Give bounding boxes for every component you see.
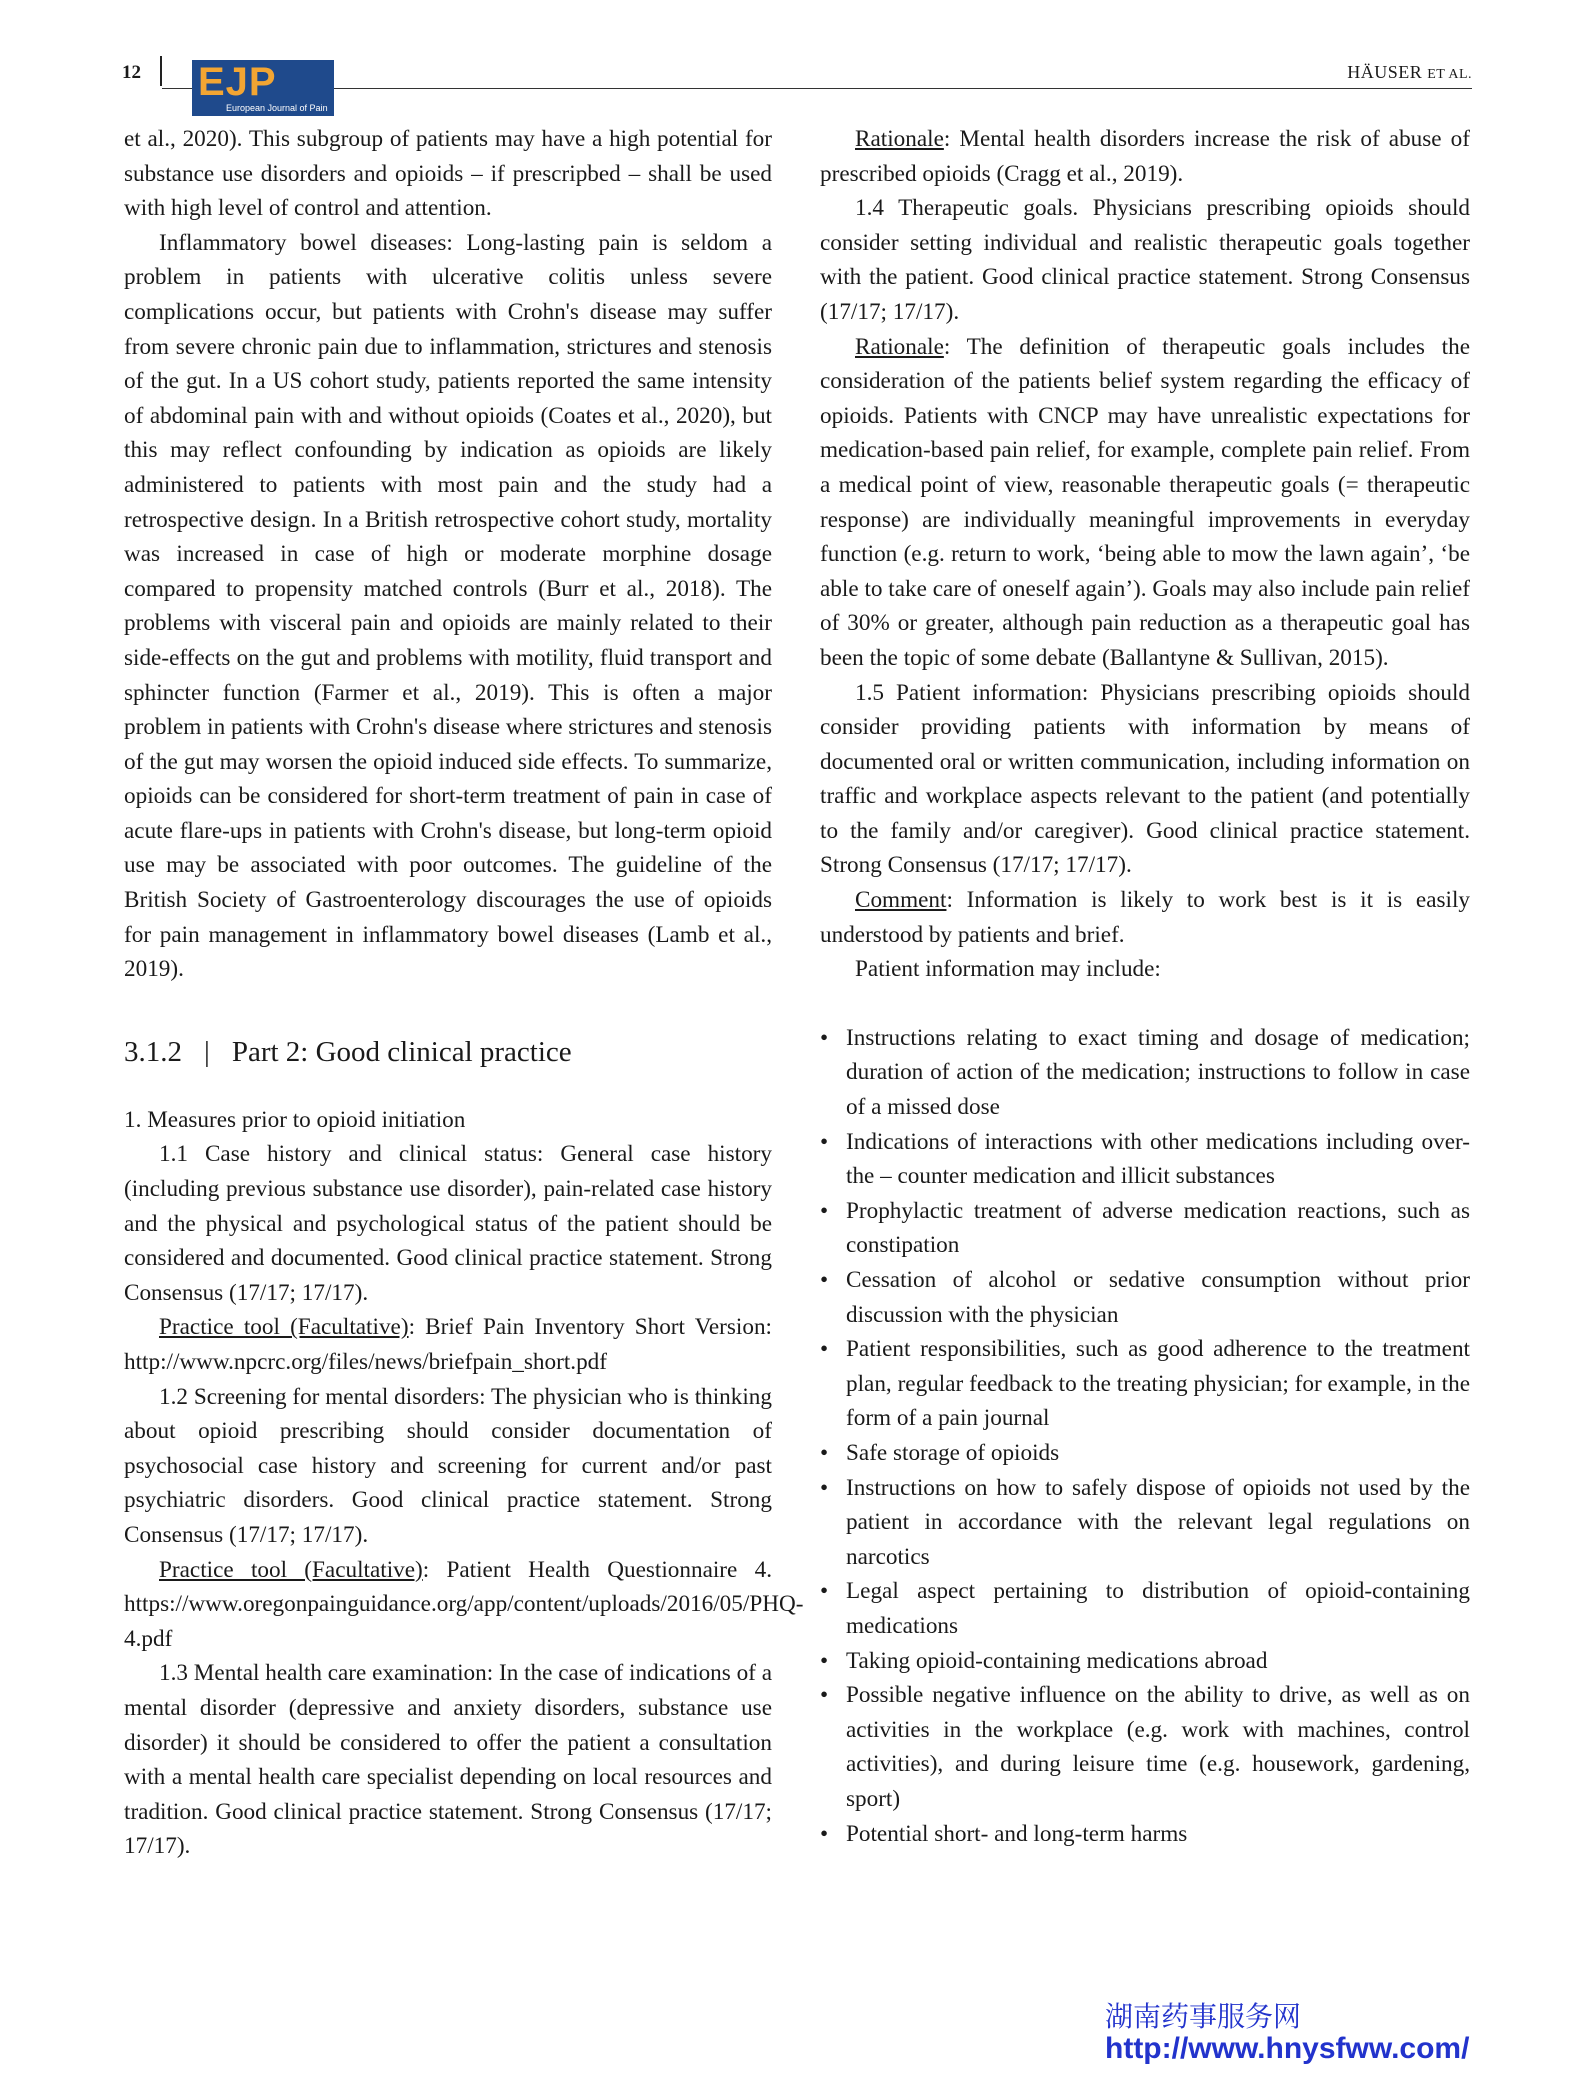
practice-tool-1 [124,1310,772,1379]
measures-heading: 1. Measures prior to opioid initiation [124,1106,466,1133]
rationale-label: Rationale [855,126,944,152]
practice-tool-text: : Brief Pain Inventory Short Version: http://www.npcrc.org/files/news/briefpain_short.pdf [124,1314,772,1375]
paragraph-1-2: 1.2 Screening for mental disorders: The physician who is thinking about opioid prescribing should consider documentation of psychosocial case history and screening for current and/or past psychiatric disorders. Good clinical practice statement. Strong Consensus (17/17; 17/17). [124,1383,772,1548]
running-etal: ET AL. [1427,67,1472,82]
paragraph-1-1: 1.1 Case history and clinical status: General case history (including previous substance use disorder), pain-related case history and the physical and psychological status of the patient should be considered and documented. Good clinical practice statement. Strong Consensus (17/17; 17/17). [124,1141,772,1306]
list-item: • Patient responsibilities, such as good adherence to the treatment plan, regular feedback to the treating physician; for example, in the form of a pain journal [820,1332,1470,1436]
section-title: Part 2: Good clinical practice [231,1035,572,1068]
list-item: • Potential short- and long-term harms [820,1817,1470,1852]
rationale-2 [820,330,1470,676]
list-item: • Taking opioid-containing medications abroad [820,1644,1470,1679]
practice-tool-label: Practice tool (Facultative) [159,1556,423,1583]
header-rule [162,88,1472,89]
logo-text: EJP [198,60,277,104]
rationale-text: : The definition of therapeutic goals includes the consideration of the patients belief system regarding the efficacy of opioids. Patients with CNCP may have unrealistic expectations for medication-based pain relief, for example, complete pain relief. From a medical point of view, reasonable therapeutic goals (= therapeutic response) are individually meaningful improvements in everyday function (e.g. return to work, ‘being able to mow the lawn again’, ‘be able to take care of oneself again’). Goals may also include pain relief of 30% or greater, although pain reduction as a therapeutic goal has been the topic of some debate (Ballantyne & Sullivan, 2015). [820,333,1470,671]
list-item: • Prophylactic treatment of adverse medication reactions, such as constipation [820,1194,1470,1263]
practice-tool-text: : Patient Health Questionnaire 4. https://www.oregonpainguidance.org/app/content/uploads/2016/05/PHQ-4.pdf [124,1556,804,1652]
comment [820,883,1470,952]
header-divider [160,56,162,86]
list-item: • Instructions on how to safely dispose of opioids not used by the patient in accordance with the relevant legal regulations on narcotics [820,1471,1470,1575]
right-column [820,122,1470,1851]
section-separator: | [204,1035,210,1068]
list-item: • Safe storage of opioids [820,1436,1470,1471]
paragraph-ibd: Inflammatory bowel diseases: Long-lasting pain is seldom a problem in patients with ulcerative colitis unless severe complications occur, but patients with Crohn's disease may suffer from severe chronic pain due to inflammation, strictures and stenosis of the gut. In a US cohort study, patients reported the same intensity of abdominal pain with and without opioids (Coates et al., 2020), but this may reflect confounding by indication as opioids are likely administered to patients with most pain and the study had a retrospective design. In a British retrospective cohort study, mortality was increased in case of high or moderate morphine dosage compared to propensity matched controls (Burr et al., 2018). The problems with visceral pain and opioids are mainly related to their side-effects on the gut and problems with motility, fluid transport and sphincter function (Farmer et al., 2019). This is often a major problem in patients with Crohn's disease where strictures and stenosis of the gut may worsen the opioid induced side effects. To summarize, opioids can be considered for short-term treatment of pain in case of acute flare-ups in patients with Crohn's disease, but long-term opioid use may be associated with poor outcomes. The guideline of the British Society of Gastroenterology discourages the use of opioids for pain management in inflammatory bowel diseases (Lamb et al., 2019). [124,229,772,983]
paragraph-1-5: 1.5 Patient information: Physicians prescribing opioids should consider providing patients with information by means of documented oral or written communication, including information on traffic and workplace aspects relevant to the patient (and potentially to the family and/or caregiver). Good clinical practice statement. Strong Consensus (17/17; 17/17). [820,679,1470,879]
watermark-title: 湖南药事服务网 [1105,2001,1302,2032]
patient-information-list [820,1021,1470,1851]
list-item: • Possible negative influence on the ability to drive, as well as on activities in the workplace (e.g. work with machines, control activities), and during leisure time (e.g. housework, gardening, sport) [820,1678,1470,1816]
running-head [1347,62,1472,83]
watermark-url: http://www.hnysfww.com/ [1105,2032,1470,2065]
list-item: • Indications of interactions with other medications including over- the – counter medication and illicit substances [820,1125,1470,1194]
paragraph-1-3: 1.3 Mental health care examination: In the case of indications of a mental disorder (depressive and anxiety disorders, substance use disorder) it should be considered to offer the patient a consultation with a mental health care specialist depending on local resources and tradition. Good clinical practice statement. Strong Consensus (17/17; 17/17). [124,1660,772,1860]
list-item: • Cessation of alcohol or sedative consumption without prior discussion with the physician [820,1263,1470,1332]
practice-tool-2 [124,1553,804,1657]
section-number: 3.1.2 [124,1035,182,1068]
paragraph-1-4: 1.4 Therapeutic goals. Physicians prescribing opioids should consider setting individual and realistic therapeutic goals together with the patient. Good clinical practice statement. Strong Consensus (17/17; 17/17). [820,195,1470,325]
comment-label: Comment [855,887,947,914]
page-number: 12 [122,62,141,83]
list-item: • Instructions relating to exact timing and dosage of medication; duration of action of the medication; instructions to follow in case of a missed dose [820,1021,1470,1125]
comment-text: : Information is likely to work best is it is easily understood by patients and brief. [820,887,1470,948]
left-column [124,122,804,1864]
list-item: • Legal aspect pertaining to distribution of opioid-containing medications [820,1574,1470,1643]
section-heading [124,1035,772,1069]
rationale-label: Rationale [855,333,944,360]
page-header [122,52,1472,116]
logo-subtitle: European Journal of Pain [226,103,328,113]
journal-logo [192,60,334,116]
may-include: Patient information may include: [855,956,1161,983]
paragraph-continuation: et al., 2020). This subgroup of patients may have a high potential for substance use disorders and opioids – if prescripbed – shall be used with high level of control and attention. [124,126,772,222]
running-author: HÄUSER [1347,62,1423,82]
rationale-text: : Mental health disorders increase the risk of abuse of prescribed opioids (Cragg et al., 2019). [820,126,1470,187]
practice-tool-label: Practice tool (Facultative) [159,1314,409,1341]
rationale-1 [820,122,1470,191]
